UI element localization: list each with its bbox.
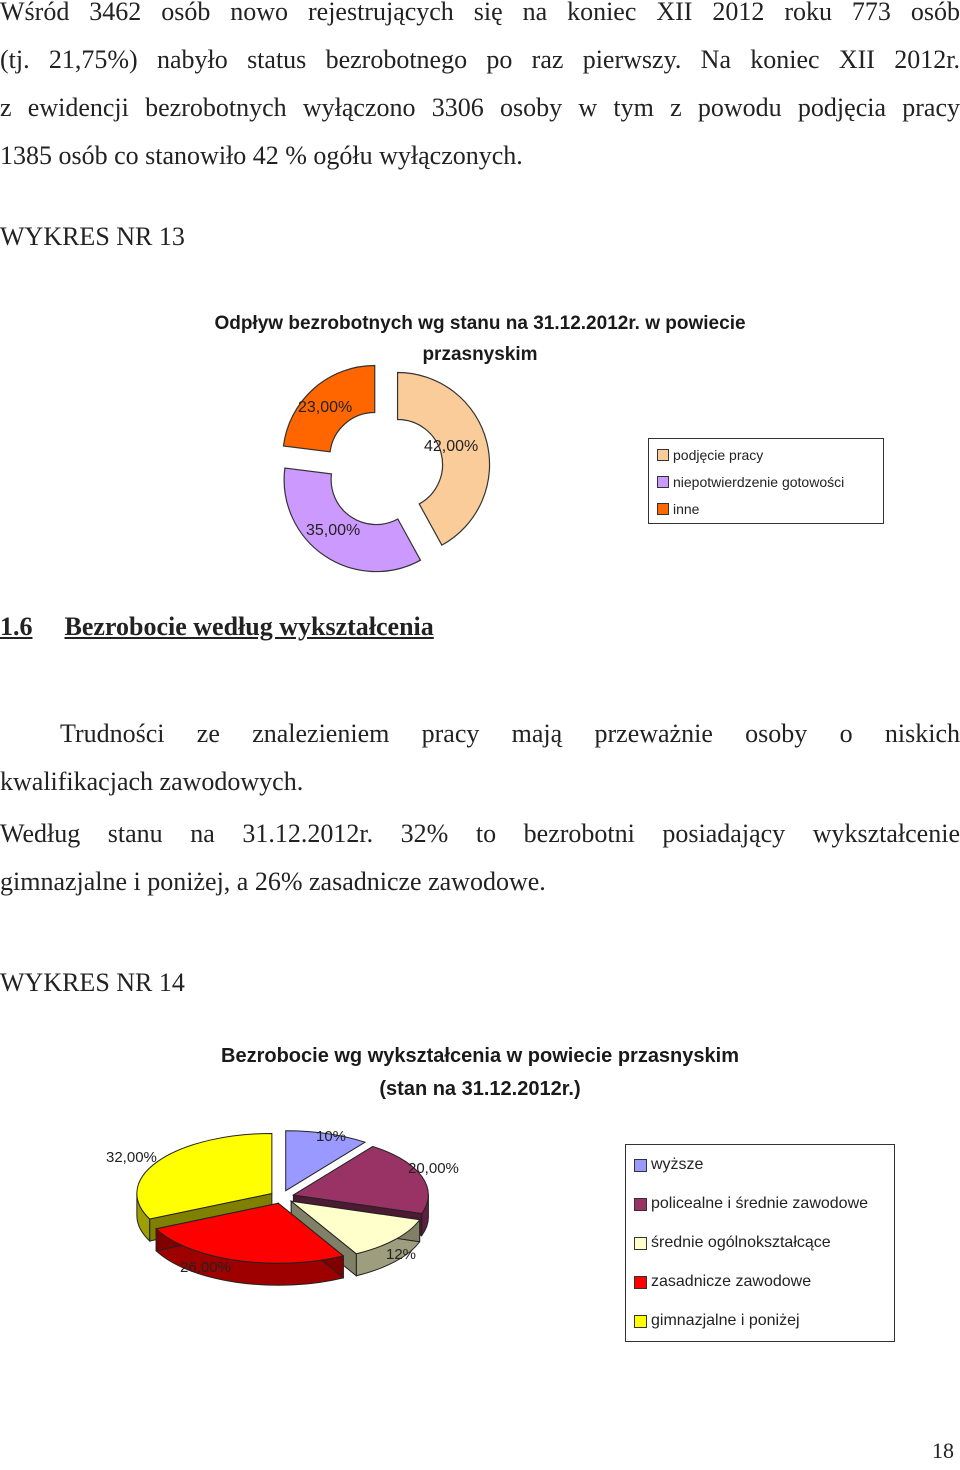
chart14-label-zasadnicze: 26,00% <box>180 1259 231 1276</box>
chart14-legend-label-srednie: średnie ogólnokształcące <box>651 1234 831 1251</box>
chart14-legend-label-gimnazjalne: gimnazjalne i poniżej <box>651 1312 800 1329</box>
chart14-heading: WYKRES NR 14 <box>0 968 185 997</box>
section-number: 1.6 <box>0 612 33 641</box>
chart14-title-line-2: (stan na 31.12.2012r.) <box>379 1078 581 1100</box>
intro-line-1: Wśród 3462 osób nowo rejestrujących się na koniec XII 2012 roku 773 osób <box>0 0 960 26</box>
chart14-legend-label-policealne: policealne i średnie zawodowe <box>651 1195 869 1212</box>
pie-tops <box>137 1131 429 1264</box>
chart14-legend-label-wyzsze: wyższe <box>651 1156 704 1173</box>
chart14-legend-swatch-srednie <box>634 1237 647 1250</box>
intro-line-3: z ewidencji bezrobotnych wyłączono 3306 osoby w tym z powodu podjęcia pracy <box>0 93 960 122</box>
chart14-legend <box>625 1144 895 1342</box>
chart13-label-niepotwierdzenie: 35,00% <box>306 522 361 539</box>
paragraph-2-line-2: kwalifikacjach zawodowych. <box>0 767 304 796</box>
page-number: 18 <box>932 1438 954 1463</box>
chart14-label-srednie: 12% <box>386 1246 417 1263</box>
chart13-label-inne: 23,00% <box>298 399 353 416</box>
chart13-label-podjecie: 42,00% <box>424 438 479 455</box>
chart13-legend-label-niepotwierdzenie: niepotwierdzenie gotowości <box>673 474 845 490</box>
chart14-legend-swatch-policealne <box>634 1198 647 1211</box>
chart14-legend-swatch-wyzsze <box>634 1159 647 1172</box>
chart14-title-line-1: Bezrobocie wg wykształcenia w powiecie przasnyskim <box>221 1045 739 1067</box>
paragraph-3-line-2: gimnazjalne i poniżej, a 26% zasadnicze zawodowe. <box>0 867 546 896</box>
chart13-legend-label-podjecie: podjęcie pracy <box>673 447 764 463</box>
chart13-heading: WYKRES NR 13 <box>0 222 185 251</box>
intro-line-4: 1385 osób co stanowiło 42 % ogółu wyłączonych. <box>0 141 523 170</box>
paragraph-3-line-1: Według stanu na 31.12.2012r. 32% to bezrobotni posiadający wykształcenie <box>0 819 960 848</box>
intro-line-2: (tj. 21,75%) nabyło status bezrobotnego po raz pierwszy. Na koniec XII 2012r. <box>0 45 960 74</box>
chart14-legend-swatch-gimnazjalne <box>634 1315 647 1328</box>
chart14-label-policealne: 20,00% <box>408 1160 459 1177</box>
chart13-legend-label-inne: inne <box>673 501 700 517</box>
chart14-legend-label-zasadnicze: zasadnicze zawodowe <box>651 1273 812 1290</box>
paragraph-2-line-1: Trudności ze znalezieniem pracy mają przeważnie osoby o niskich <box>60 719 960 748</box>
chart14-legend-swatch-zasadnicze <box>634 1276 647 1289</box>
chart13-title-line-2: przasnyskim <box>422 344 538 365</box>
chart13-title-line-1: Odpływ bezrobotnych wg stanu na 31.12.2012r. w powiecie <box>214 313 746 334</box>
chart14-label-wyzsze: 10% <box>316 1128 347 1145</box>
chart14-label-gimnazjalne: 32,00% <box>106 1149 157 1166</box>
section-title: Bezrobocie według wykształcenia <box>64 612 434 641</box>
